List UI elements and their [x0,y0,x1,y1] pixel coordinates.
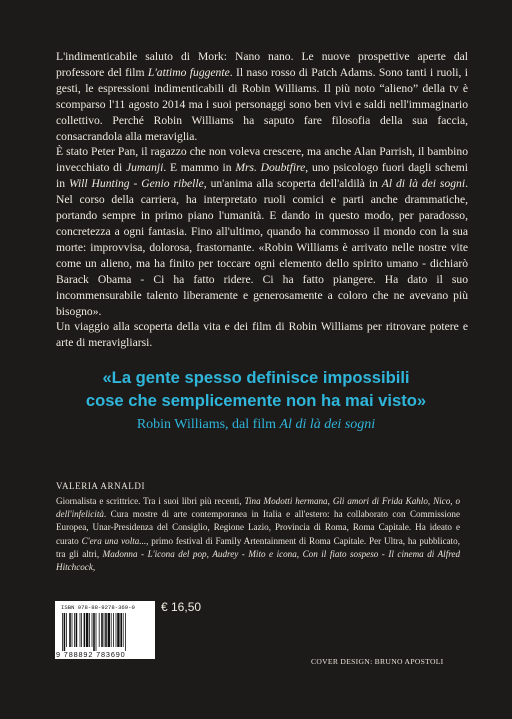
quote-line-1: «La gente spesso definisce impossibili [102,368,410,387]
barcode-bars [62,613,148,651]
author-bio: Giornalista e scrittrice. Tra i suoi libri più recenti, Tina Modotti hermana, Gli amori di Frida Kahlo, Nico, o dell'infelicità. Cura mostre di arte contemporanea in Italia e all'estero: ha collaborato con Commissione Europea, Unar-Presidenza del Consiglio, Regione Lazio, Provincia di Roma, Roma Capitale. Ha ideato e curato C'era una volta..., primo festival di Family Artentainment di Roma Capitale. Per Ultra, ha pubblicato, tra gli altri, Madonna - L'icona del pop, Audrey - Mito e icona, Con il fiato sospeso - Il cinema di Alfred Hitchcock, [56,496,461,573]
pull-quote [40,366,472,412]
blurb-text [56,49,468,351]
isbn-label: ISBN 978-88-9278-369-0 [61,604,135,611]
quote-attribution: Robin Williams, dal film Al di là dei sogni [136,417,376,432]
blurb-paragraph-1: L'indimenticabile saluto di Mork: Nano nano. Le nuove prospettive aperte dal professore del film L'attimo fuggente. Il naso rosso di Patch Adams. Sono tanti i ruoli, i gesti, le espressioni indimenticabili di Robin Williams. Il più noto “alieno” della tv è scomparso l'11 agosto 2014 ma i suoi personaggi sono ben vivi e saldi nell'immaginario collettivo. Perché Robin Williams ha saputo fare filosofia della sua faccia, consacrandola alla meraviglia. [56,50,468,143]
blurb-paragraph-3: Un viaggio alla scoperta della vita e dei film di Robin Williams per ritrovare potere e arte di meravigliarsi. [56,320,468,350]
barcode-digits: 9 788892 783690 [56,650,126,659]
isbn-barcode [55,601,155,659]
author-name: VALERIA ARNALDI [56,481,146,491]
cover-design-credit: COVER DESIGN: BRUNO APOSTOLI [311,657,444,666]
quote-line-2: cose che semplicemente non ha mai visto» [85,391,427,410]
blurb-paragraph-2: È stato Peter Pan, il ragazzo che non voleva crescere, ma anche Alan Parrish, il bambino invecchiato di Jumanji. E mammo in Mrs. Doubtfire, uno psicologo fuori dagli schemi in Will Hunting - Genio ribelle, un'anima alla scoperta dell'aldilà in Al di là dei sogni. Nel corso della carriera, ha interpretato ruoli comici e parti anche drammatiche, portando sempre in primo piano l'umanità. E dando in questo modo, per paradosso, concretezza a ogni fantasia. Fino all'ultimo, quando ha commosso il mondo con la sua morte: improvvisa, dolorosa, frastornante. «Robin Williams è arrivato nelle nostre vite come un alieno, ma ha finito per toccare ogni elemento dello spirito umano - dichiarò Barack Obama - Ci ha fatto ridere. Ci ha fatto piangere. Ha dato il suo incommensurabile talento liberamente e generosamente a coloro che ne avevano più bisogno». [56,145,468,318]
price-label: € 16,50 [161,600,202,614]
